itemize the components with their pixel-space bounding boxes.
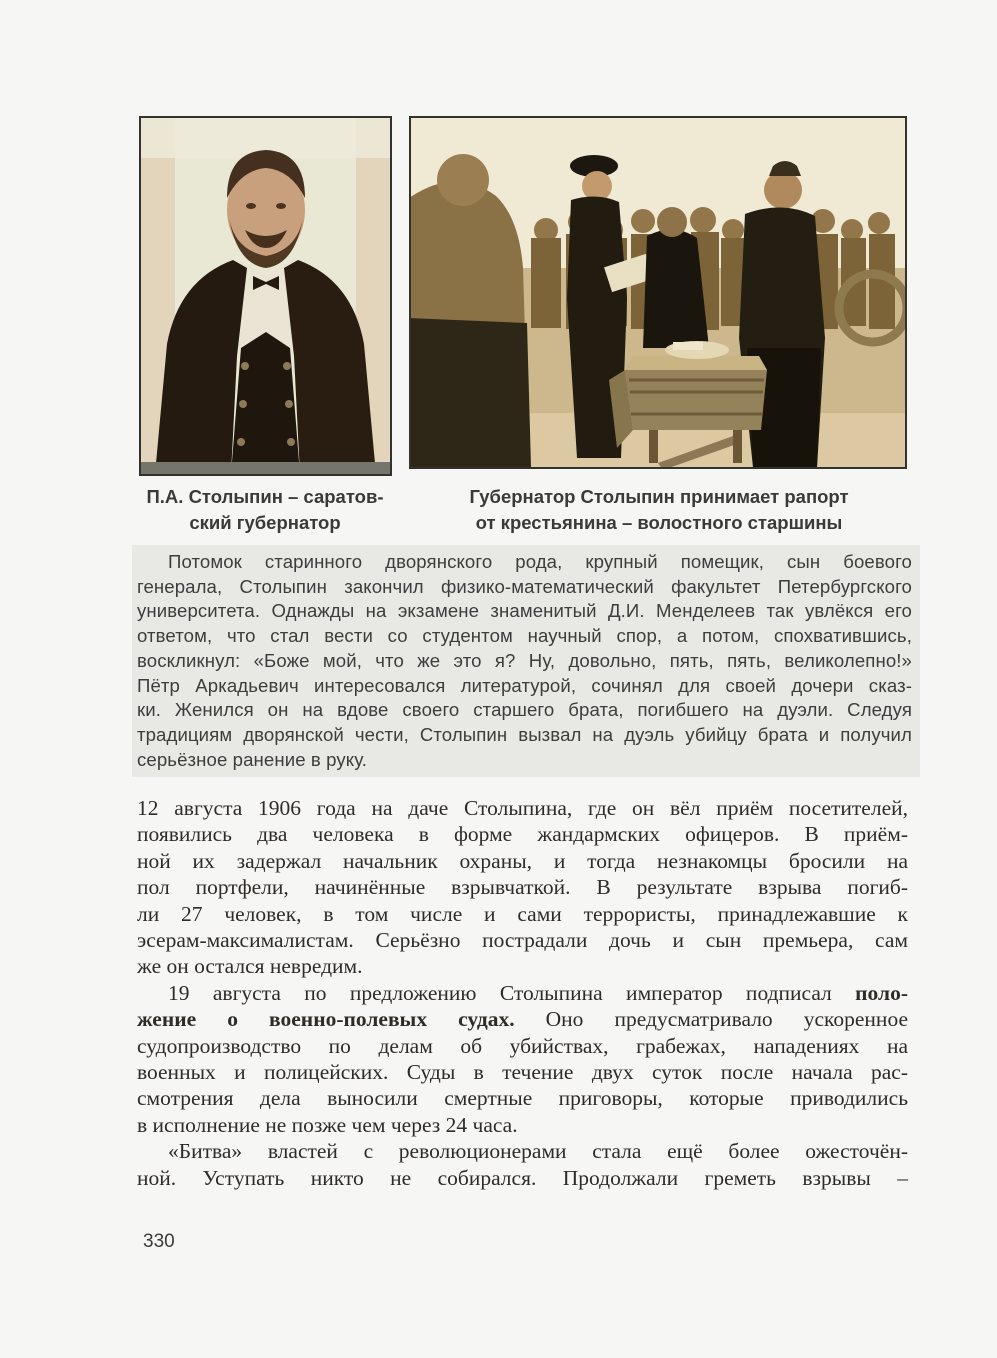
text-line: Потомок старинного дворянского рода, крупный помещик, сын боевого: [168, 551, 912, 572]
text-line: судопроизводство по делам об убийствах, грабежах, нападениях на: [137, 1033, 908, 1058]
caption-right-photo: [414, 484, 904, 536]
text-line: в исполнение не позже чем через 24 часа.: [137, 1112, 518, 1137]
photo-stolypin-report-scene: [409, 116, 907, 469]
page-number: 330: [143, 1231, 175, 1252]
text-line: пол портфели, начинённые взрывчаткой. В результате взрыва погиб-: [137, 875, 908, 900]
text-line: воскликнул: «Боже мой, что же это я? Ну, довольно, пять, пять, великолепно!»: [137, 649, 912, 671]
text-line: же он остался невредим.: [137, 954, 363, 979]
caption-right-line2: от крестьянина – волостного старшины: [475, 512, 843, 533]
caption-left-photo: [125, 484, 405, 536]
text-line: ной их задержал начальник охраны, и тогда незнакомцы бросили на: [137, 848, 908, 873]
text-line: серьёзное ранение в руку.: [137, 748, 368, 770]
paragraph-assassination-attempt: [137, 795, 908, 980]
text-line: университета. Однажды на экзамене знаменитый Д.И. Менделеев так увлёкся его: [137, 600, 912, 622]
caption-left-line2: ский губернатор: [189, 512, 341, 533]
text-line: 19 августа по предложению Столыпина император подписал поло-: [168, 980, 908, 1005]
main-body-text: [137, 795, 908, 1191]
text-line: традициям дворянской чести, Столыпин вызвал на дуэль убийцу брата и получил: [137, 723, 912, 745]
text-line: генерала, Столыпин закончил физико-математический факультет Петербургского: [137, 575, 912, 597]
text-line: эсерам-максималистам. Серьёзно пострадали дочь и сын премьера, сам: [137, 928, 908, 953]
text-line: Пётр Аркадьевич интересовался литературой, сочинял для своей дочери сказ-: [137, 674, 912, 696]
text-line: военных и полицейских. Суды в течение двух суток после начала рас-: [137, 1060, 908, 1085]
caption-left-line1: П.А. Столыпин – саратов-: [146, 486, 384, 507]
text-line: «Битва» властей с революционерами стала ещё более ожесточён-: [168, 1139, 908, 1164]
stolypin-portrait-illustration: [141, 118, 390, 474]
biography-infobox: [132, 545, 920, 777]
text-line: ответом, что стал вести со студентом научный спор, а потом, спохватившись,: [137, 625, 912, 647]
text-line: появились два человека в форме жандармских офицеров. В приём-: [137, 822, 908, 847]
paragraph-battle-with-revolutionaries: [137, 1138, 908, 1191]
text-line: 12 августа 1906 года на даче Столыпина, где он вёл приём посетителей,: [137, 796, 908, 820]
report-scene-illustration: [411, 118, 905, 467]
text-line: смотрения дела выносили смертные приговоры, которые приводились: [137, 1086, 908, 1111]
text-line: ли 27 человек, в том числе и сами террористы, принадлежавшие к: [137, 901, 908, 926]
caption-right-line1: Губернатор Столыпин принимает рапорт: [469, 486, 849, 507]
photo-stolypin-portrait: [139, 116, 392, 476]
text-line: ки. Женился он на вдове своего старшего брата, погибшего на дуэли. Следуя: [137, 699, 912, 721]
text-line: ной. Уступать никто не собирался. Продолжали греметь взрывы –: [137, 1165, 908, 1190]
text-line: жение о военно-полевых судах. Оно предусматривало ускоренное: [137, 1007, 908, 1032]
paragraph-field-courts: [137, 980, 908, 1138]
